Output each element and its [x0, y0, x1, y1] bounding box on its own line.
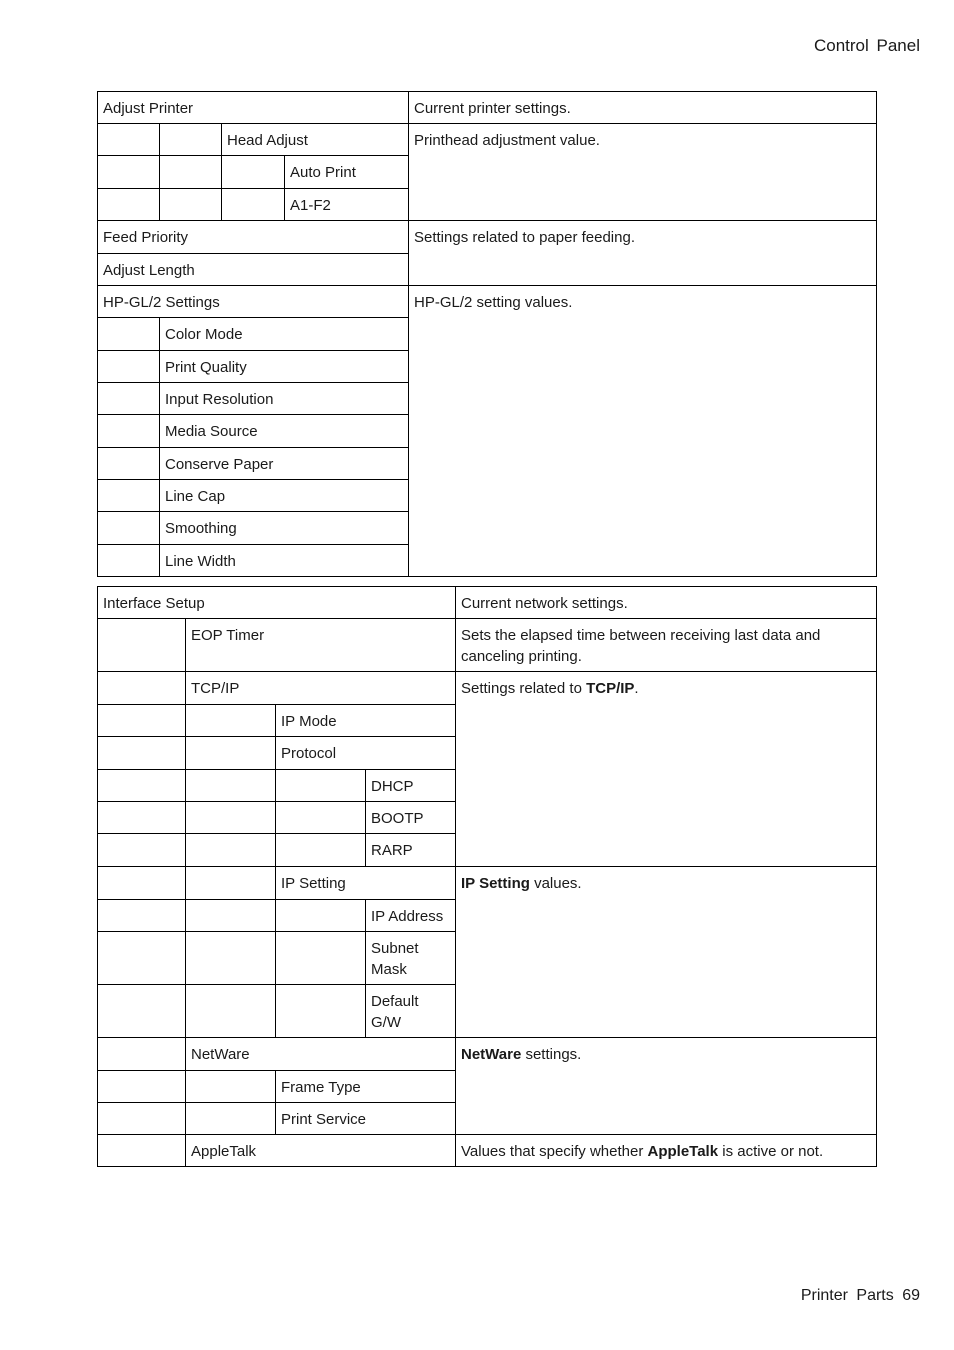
empty-cell — [276, 834, 366, 867]
empty-cell — [98, 932, 186, 985]
empty-cell — [186, 705, 276, 737]
feed-priority-label: Feed Priority — [98, 221, 409, 254]
empty-cell — [160, 189, 222, 221]
hpgl2-item-line-width: Line Width — [160, 545, 409, 576]
network-settings-table — [97, 586, 877, 1167]
interface-setup-label: Interface Setup — [98, 587, 456, 619]
empty-cell — [98, 1103, 186, 1135]
protocol-item-dhcp: DHCP — [366, 770, 456, 802]
ip-address-label: IP Address — [366, 900, 456, 932]
tcpip-desc: Settings related to TCP/IP. — [456, 672, 876, 867]
empty-cell — [98, 448, 160, 480]
empty-cell — [98, 900, 186, 932]
ip-setting-desc: IP Setting values. — [456, 867, 876, 1038]
empty-cell — [98, 1038, 186, 1071]
appletalk-desc: Values that specify whether AppleTalk is active or not. — [461, 1143, 824, 1160]
head-adjust-desc: Printhead adjustment value. — [409, 124, 876, 221]
auto-print-label: Auto Print — [285, 156, 409, 189]
hpgl2-item-print-quality: Print Quality — [160, 351, 409, 383]
empty-cell — [98, 802, 186, 834]
empty-cell — [98, 867, 186, 900]
empty-cell — [98, 545, 160, 576]
empty-cell — [160, 156, 222, 189]
empty-cell — [276, 802, 366, 834]
empty-cell — [98, 1135, 186, 1166]
empty-cell — [98, 480, 160, 512]
empty-cell — [98, 834, 186, 867]
empty-cell — [186, 834, 276, 867]
hpgl2-item-smoothing: Smoothing — [160, 512, 409, 545]
ip-mode-label: IP Mode — [276, 705, 456, 737]
hpgl2-settings-desc: HP-GL/2 setting values. — [414, 294, 573, 311]
protocol-label: Protocol — [276, 737, 456, 770]
page-footer — [801, 1287, 920, 1305]
empty-cell — [98, 619, 186, 672]
empty-cell — [160, 124, 222, 156]
empty-cell — [186, 867, 276, 900]
empty-cell — [186, 900, 276, 932]
empty-cell — [98, 1071, 186, 1103]
empty-cell — [98, 189, 160, 221]
empty-cell — [186, 985, 276, 1038]
protocol-item-rarp: RARP — [366, 834, 456, 867]
empty-cell — [98, 985, 186, 1038]
empty-cell — [98, 737, 186, 770]
empty-cell — [186, 932, 276, 985]
empty-cell — [98, 318, 160, 351]
eop-timer-label: EOP Timer — [186, 619, 456, 672]
ip-setting-label: IP Setting — [276, 867, 456, 900]
feed-priority-desc: Settings related to paper feeding. — [409, 221, 876, 286]
netware-desc: NetWare settings. — [456, 1038, 876, 1135]
empty-cell — [98, 124, 160, 156]
subnet-mask-label: Subnet Mask — [366, 932, 456, 985]
footer-section: Printer Parts — [800, 1287, 894, 1304]
page-number: 69 — [902, 1287, 920, 1304]
empty-cell — [222, 189, 285, 221]
hpgl2-item-line-cap: Line Cap — [160, 480, 409, 512]
empty-cell — [98, 415, 160, 448]
empty-cell — [98, 512, 160, 545]
empty-cell — [98, 672, 186, 705]
head-adjust-label: Head Adjust — [222, 124, 409, 156]
empty-cell — [186, 770, 276, 802]
hpgl2-item-conserve-paper: Conserve Paper — [160, 448, 409, 480]
adjust-printer-label: Adjust Printer — [98, 92, 409, 124]
empty-cell — [186, 802, 276, 834]
protocol-item-bootp: BOOTP — [366, 802, 456, 834]
adjust-length-label: Adjust Length — [98, 254, 409, 286]
appletalk-label: AppleTalk — [186, 1135, 456, 1166]
page-header-section: Control Panel — [813, 36, 920, 55]
empty-cell — [98, 770, 186, 802]
default-gw-label: Default G/W — [366, 985, 456, 1038]
empty-cell — [98, 705, 186, 737]
empty-cell — [222, 156, 285, 189]
empty-cell — [186, 1071, 276, 1103]
empty-cell — [98, 351, 160, 383]
netware-label: NetWare — [186, 1038, 456, 1071]
empty-cell — [276, 770, 366, 802]
empty-cell — [186, 737, 276, 770]
tcpip-label: TCP/IP — [186, 672, 456, 705]
hpgl2-settings-label: HP-GL/2 Settings — [98, 286, 409, 318]
interface-setup-desc: Current network settings. — [456, 587, 876, 619]
hpgl2-item-color-mode: Color Mode — [160, 318, 409, 351]
frame-type-label: Frame Type — [276, 1071, 456, 1103]
hpgl2-item-input-resolution: Input Resolution — [160, 383, 409, 415]
adjust-printer-desc: Current printer settings. — [409, 92, 876, 124]
empty-cell — [98, 383, 160, 415]
print-service-label: Print Service — [276, 1103, 456, 1135]
empty-cell — [276, 900, 366, 932]
printer-settings-table — [97, 91, 877, 577]
a1-f2-label: A1-F2 — [285, 189, 409, 221]
empty-cell — [98, 156, 160, 189]
empty-cell — [186, 1103, 276, 1135]
empty-cell — [276, 932, 366, 985]
eop-timer-desc: Sets the elapsed time between receiving last data and canceling printing. — [456, 619, 876, 672]
empty-cell — [276, 985, 366, 1038]
hpgl2-item-media-source: Media Source — [160, 415, 409, 448]
